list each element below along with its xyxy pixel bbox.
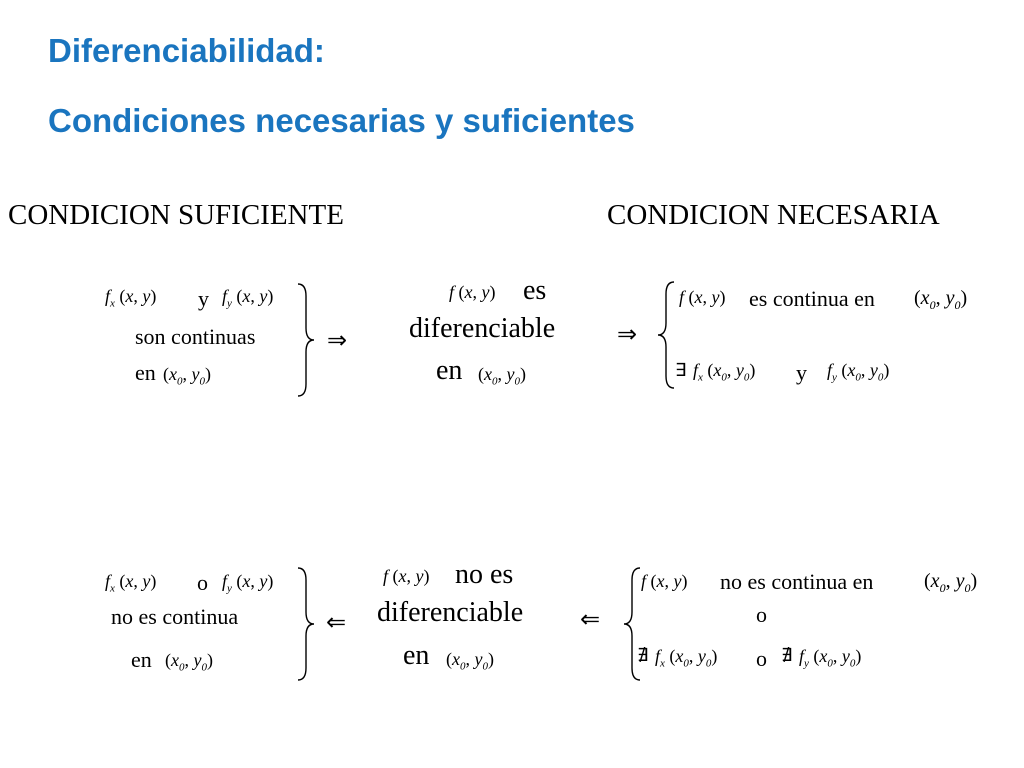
diferenciable-bottom: diferenciable [377,597,524,628]
fx-point-top: $f_x$ ($x_0$, $y_0$) [693,360,756,384]
fy-xy-top: $f_y$ (x, y) [222,286,274,310]
conj-o-bottom: o [197,570,208,595]
title-line-1: Diferenciabilidad: [48,32,325,69]
conj-y-top: y [198,286,209,311]
son-continuas: son continuas [135,324,256,349]
point-bottom-right: ($x_0$, $y_0$) [924,570,978,595]
implies-arrow-2: ⇒ [617,322,638,348]
heading-necessary: CONDICION NECESARIA [607,199,940,231]
f-xy-top-center: f (x, y) [449,282,496,302]
implies-arrow-1: ⇒ [327,328,348,354]
en-bottom-left: en [131,647,152,672]
right-brace-top [296,282,316,398]
point-top-right: ($x_0$, $y_0$) [914,287,968,312]
f-xy-top-right: f (x, y) [679,287,726,307]
not-exists-symbol-1: ∄ [637,645,649,665]
not-exists-symbol-2: ∄ [781,645,793,665]
es-continua-en: es continua en [749,286,875,311]
fx-xy-top: $f_x$ (x, y) [105,286,157,310]
fx-xy-bottom: $f_x$ (x, y) [105,571,157,595]
point-top-center: ($x_0$, $y_0$) [478,364,526,388]
right-brace-bottom [296,566,316,682]
heading-sufficient: CONDICION SUFICIENTE [8,199,344,231]
diferenciable-top: diferenciable [409,313,556,344]
exists-symbol: ∃ [675,360,687,380]
no-es-continua-en: no es continua en [720,569,874,594]
f-xy-bottom-center: f (x, y) [383,566,430,586]
fy-point-bottom: $f_y$ ($x_0$, $y_0$) [799,646,862,670]
title-line-2: Condiciones necesarias y suficientes [48,102,635,139]
point-bottom-center: ($x_0$, $y_0$) [446,649,494,673]
no-es-continua: no es continua [111,604,239,629]
fx-point-bottom: $f_x$ ($x_0$, $y_0$) [655,646,718,670]
en-top-left: en [135,360,156,385]
fy-point-top: $f_y$ ($x_0$, $y_0$) [827,360,890,384]
conj-o-bottom-right: o [756,646,767,671]
implied-by-arrow-2: ⇐ [580,607,601,633]
point-bottom-left: ($x_0$, $y_0$) [165,650,213,674]
left-brace-top [656,280,676,390]
en-top-center: en [436,355,463,386]
point-top-left: ($x_0$, $y_0$) [163,364,211,388]
conj-y-right: y [796,360,807,385]
es-label: es [523,275,547,306]
no-es-label: no es [455,559,514,590]
f-xy-bottom-right: f (x, y) [641,571,688,591]
o-bottom-right: o [756,602,767,627]
implied-by-arrow-1: ⇐ [326,610,347,636]
en-bottom-center: en [403,640,430,671]
fy-xy-bottom: $f_y$ (x, y) [222,571,274,595]
